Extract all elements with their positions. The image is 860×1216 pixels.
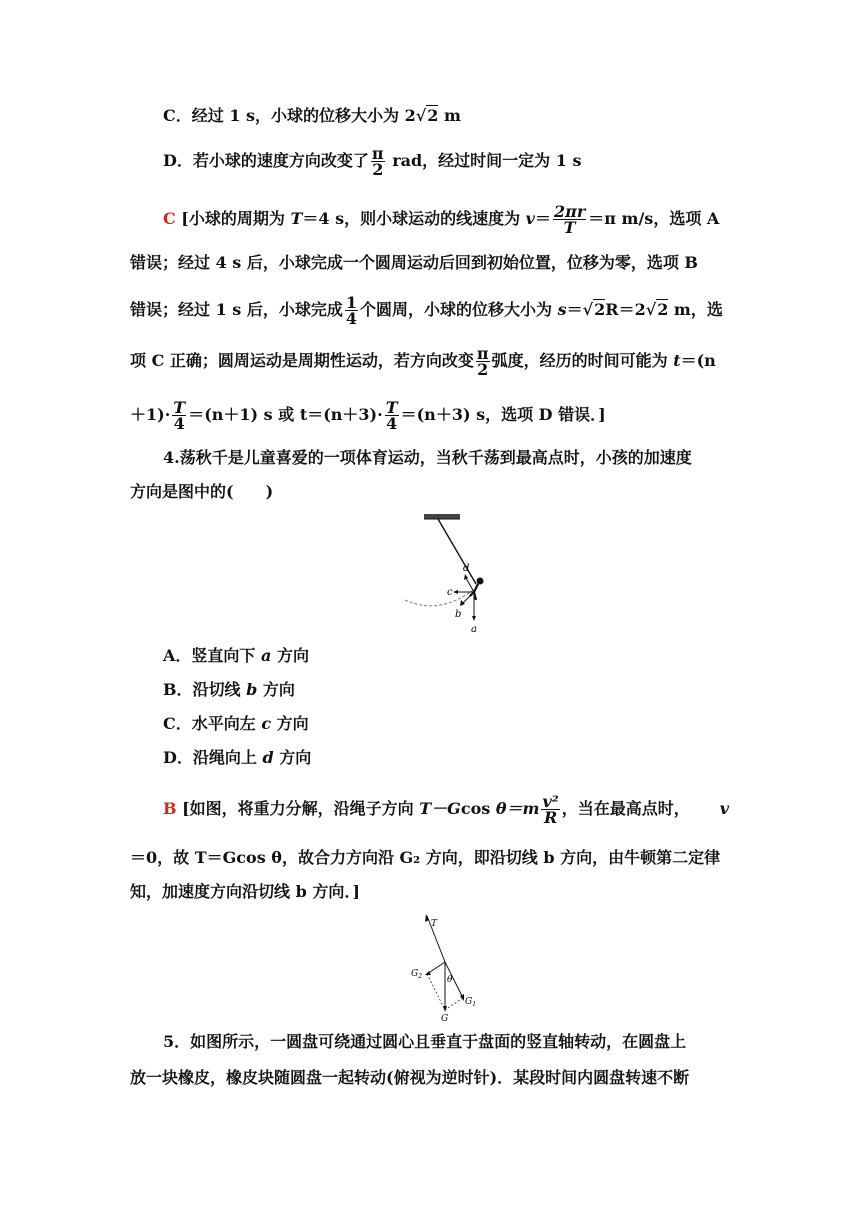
answer-3-line-5: ＋1)· $\frac{T}{4}$ ＝(n＋1) s 或 t＝(n＋3)· $\frac{T}{4}$ ＝(n＋3) s，选项 D 错误．] xyxy=(130,398,606,433)
label-theta: θ xyxy=(447,975,453,985)
fraction: $\frac{\pi}{2}$ xyxy=(476,344,489,379)
answer-4-line-3: 知，加速度方向沿切线 b 方向．] xyxy=(130,882,360,901)
option-c: C．经过 1 s，小球的位移大小为 2√2 m xyxy=(163,106,461,125)
fraction: $\frac{\pi}{2}$ xyxy=(371,144,384,179)
q4-option-d: D．沿绳向上 d 方向 xyxy=(163,748,312,767)
answer-4-line-1: B [如图，将重力分解，沿绳子方向 T－Gcos θ＝m $\frac{\text{v²}}{R}$ ，当在最高点时， v xyxy=(163,792,730,827)
answer-3-line-4: 项 C 正确；圆周运动是周期性运动，若方向改变 $\frac{\pi}{2}$ 弧度，经历的时间可能为 t＝(n xyxy=(130,344,716,379)
fraction: $\frac{2\pi r}{T}$ xyxy=(553,202,586,237)
q4-option-a: A．竖直向下 a 方向 xyxy=(163,646,309,665)
ceiling-support xyxy=(424,514,460,519)
q4-option-b: B．沿切线 b 方向 xyxy=(163,680,295,699)
label-t: T xyxy=(431,919,438,929)
option-d: D．若小球的速度方向改变了 $\frac{\pi}{2}$ rad，经过时间一定为 1 s xyxy=(163,144,582,179)
label-g1: $G_1$ xyxy=(465,997,477,1008)
sqrt-expression: √2 xyxy=(415,106,439,125)
label-d: d xyxy=(463,563,470,574)
g2-arrow xyxy=(427,962,445,974)
fraction: $\frac{1}{4}$ xyxy=(345,293,357,328)
fraction: $\frac{T}{4}$ xyxy=(385,398,398,433)
answer-3-line-2: 错误；经过 4 s 后，小球完成一个圆周运动后回到初始位置，位移为零，选项 B xyxy=(130,253,698,272)
label-b: b xyxy=(455,609,462,620)
swing-path xyxy=(405,588,476,606)
answer-3-line-3: 错误；经过 1 s 后，小球完成 $\frac{1}{4}$ 个圆周，小球的位移大小为 s＝√2R＝2√2 m，选 xyxy=(130,293,723,328)
fraction: $\frac{\text{v²}}{R}$ xyxy=(542,792,559,827)
answer-letter: B xyxy=(163,799,177,818)
label-g: G xyxy=(441,1014,449,1022)
label-c: c xyxy=(447,587,453,598)
answer-letter: C xyxy=(163,209,176,228)
force-diagram xyxy=(405,912,485,1022)
answer-4-line-2: ＝0，故 T＝Gcos θ，故合力方向沿 G₂ 方向，即沿切线 b 方向，由牛顿第二定律 xyxy=(130,848,721,867)
label-g2: $G_2$ xyxy=(411,969,423,980)
arrow-d xyxy=(466,578,474,592)
child-figure xyxy=(477,578,484,585)
option-label: C． xyxy=(163,106,192,125)
swing-rope xyxy=(438,519,476,584)
swing-diagram xyxy=(400,508,520,638)
question-5-line-1: 5．如图所示，一圆盘可绕通过圆心且垂直于盘面的竖直轴转动，在圆盘上 xyxy=(163,1032,687,1051)
q4-option-c: C．水平向左 c 方向 xyxy=(163,714,309,733)
fraction: $\frac{T}{4}$ xyxy=(173,398,186,433)
answer-3-line-1: C [小球的周期为 T＝4 s，则小球运动的线速度为 v＝ $\frac{2\pi r}{T}$ ＝π m/s，选项 A xyxy=(163,202,720,237)
question-4-line-2: 方向是图中的( ) xyxy=(130,482,274,501)
label-a: a xyxy=(471,624,477,635)
question-5-line-2: 放一块橡皮，橡皮块随圆盘一起转动(俯视为逆时针)．某段时间内圆盘转速不断 xyxy=(130,1068,690,1087)
question-4-line-1: 4.荡秋千是儿童喜爱的一项体育运动，当秋千荡到最高点时，小孩的加速度 xyxy=(163,448,692,467)
